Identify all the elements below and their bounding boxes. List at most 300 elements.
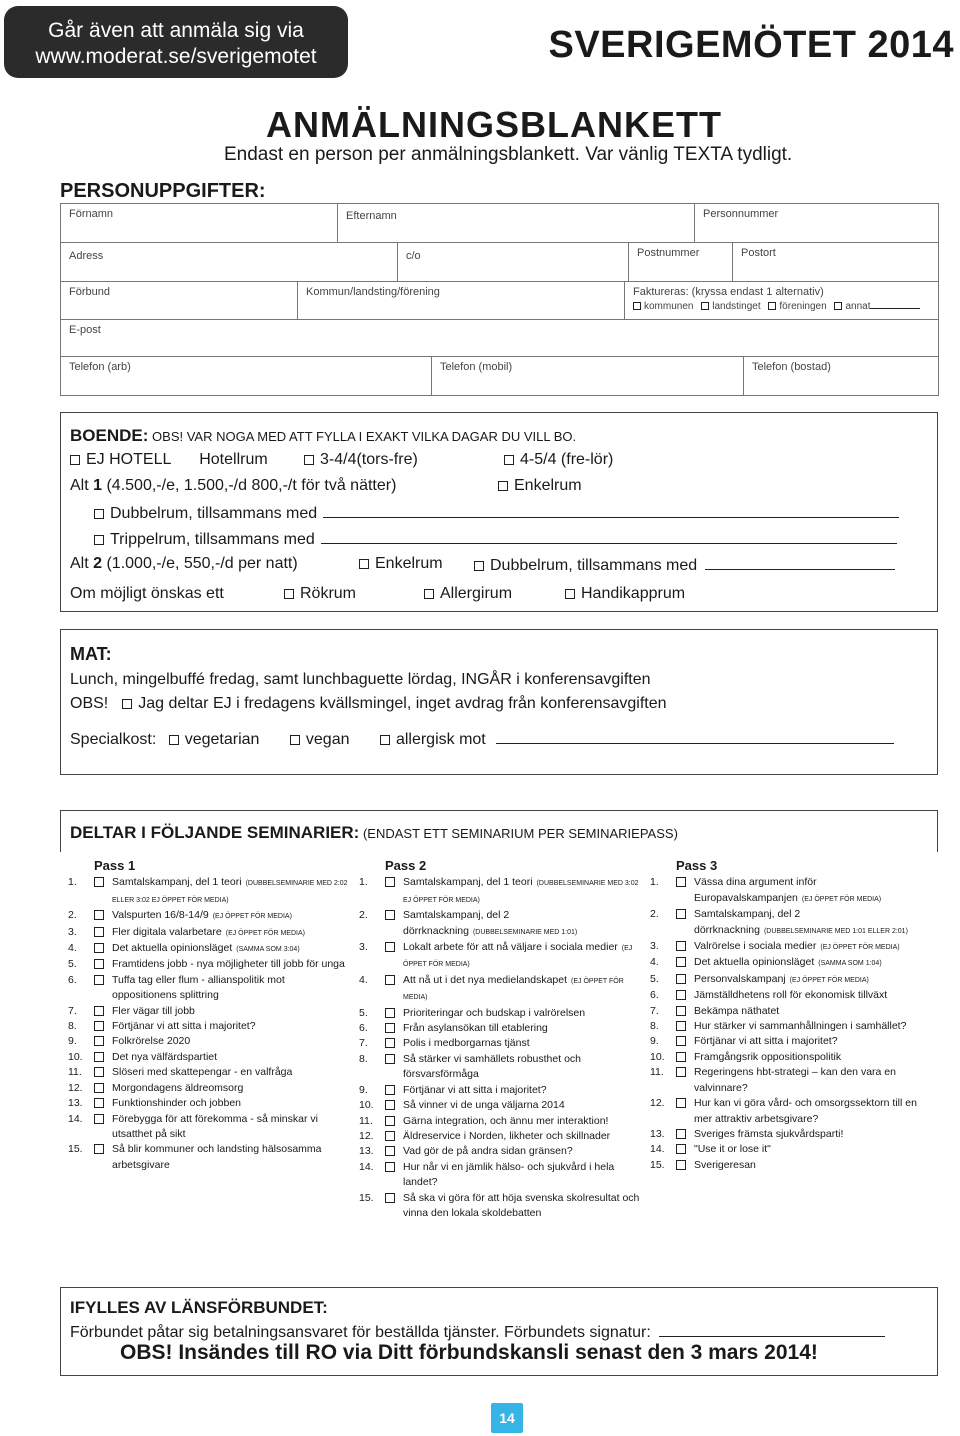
faktureras-options	[633, 300, 930, 312]
efternamn-label: Efternamn	[346, 210, 397, 222]
seminar-number: 10.	[68, 1050, 83, 1063]
seminar-item	[650, 955, 934, 971]
tel-bostad-field[interactable]	[743, 356, 939, 396]
alt2-prefix: Alt	[70, 555, 94, 572]
seminar-number: 15.	[650, 1158, 665, 1171]
seminar-title: Vässa dina argument inför Europavalskampanjen	[694, 876, 817, 904]
allergirum-option	[424, 585, 512, 603]
allergisk-label: allergisk mot	[395, 731, 486, 748]
seminar-item	[68, 1004, 350, 1019]
epost-field[interactable]	[60, 319, 939, 357]
allergirum-checkbox[interactable]	[424, 589, 434, 599]
seminar-number: 6.	[68, 973, 77, 986]
ej-mingel-label: Jag deltar EJ i fredagens kvällsmingel, inget avdrag från konferensavgiften	[138, 695, 667, 712]
pass2-list	[359, 875, 641, 1221]
seminar-item	[68, 957, 350, 972]
seminar-number: 5.	[359, 1006, 368, 1019]
seminar-title: Att nå ut i det nya medielandskapet	[403, 973, 568, 986]
seminar-checkbox[interactable]	[676, 1067, 686, 1077]
form-title: ANMÄLNINGSBLANKETT	[266, 104, 722, 145]
alt2-row	[70, 555, 298, 573]
seminar-item	[359, 1036, 641, 1051]
postort-label: Postort	[741, 247, 776, 259]
seminar-item	[650, 988, 934, 1003]
dubbelrum-line[interactable]	[323, 503, 899, 518]
seminar-title: Jämställdhetens roll för ekonomisk tillväxt	[694, 989, 888, 1002]
fornamn-label: Förnamn	[69, 208, 114, 220]
seminar-checkbox[interactable]	[385, 975, 395, 985]
seminar-note: (EJ ÖPPET FÖR MEDIA)	[403, 977, 624, 1002]
pass1-title: Pass 1	[94, 858, 136, 873]
epost-label: E-post	[69, 324, 101, 336]
seminar-note: (DUBBELSEMINARIE MED 1:01)	[472, 928, 578, 936]
dubbelrum2-checkbox[interactable]	[474, 561, 484, 571]
dates1-label: 3-4/4(tors-fre)	[320, 451, 418, 468]
seminar-checkbox[interactable]	[676, 1006, 686, 1016]
vegan-checkbox[interactable]	[290, 735, 300, 745]
trippelrum-line[interactable]	[321, 529, 897, 544]
seminar-number: 14.	[68, 1112, 83, 1125]
pass2-title: Pass 2	[385, 858, 427, 873]
signature-line[interactable]	[659, 1322, 885, 1337]
seminar-item	[359, 1129, 641, 1144]
mat-line2	[70, 695, 667, 713]
seminar-checkbox[interactable]	[94, 927, 104, 937]
postnummer-field[interactable]	[628, 242, 733, 282]
seminar-item	[68, 941, 350, 957]
seminar-item	[359, 1160, 641, 1191]
seminar-number: 5.	[650, 972, 659, 985]
efternamn-field[interactable]	[337, 203, 695, 243]
seminar-item	[650, 1050, 934, 1065]
seminar-checkbox[interactable]	[94, 1098, 104, 1108]
seminar-number: 8.	[650, 1020, 659, 1033]
trippelrum-label: Trippelrum, tillsammans med	[110, 531, 315, 548]
seminar-title: Fler digitala valarbetare	[112, 925, 222, 938]
seminar-number: 9.	[68, 1035, 77, 1048]
seminar-checkbox[interactable]	[385, 877, 395, 887]
seminar-checkbox[interactable]	[676, 1144, 686, 1154]
seminar-item	[650, 907, 934, 939]
seminar-number: 13.	[650, 1127, 665, 1140]
dates1-checkbox[interactable]	[304, 455, 314, 465]
promo-banner	[4, 6, 348, 78]
seminar-item	[359, 973, 641, 1006]
boende-row1	[70, 451, 268, 469]
handikapprum-checkbox[interactable]	[565, 589, 575, 599]
postort-field[interactable]	[732, 242, 939, 282]
seminar-number: 5.	[68, 958, 77, 971]
seminar-title: Det aktuella opinionsläget	[112, 942, 233, 955]
pass3-title: Pass 3	[676, 858, 718, 873]
rokrum-label: Rökrum	[300, 585, 357, 602]
tel-arb-label: Telefon (arb)	[69, 361, 131, 373]
trippelrum-row	[94, 529, 897, 549]
seminar-item	[68, 1096, 350, 1111]
seminar-number: 9.	[650, 1035, 659, 1048]
adress-label: Adress	[69, 250, 104, 262]
seminar-item	[650, 1019, 934, 1034]
seminar-number: 8.	[68, 1020, 77, 1033]
ej-hotell-checkbox[interactable]	[70, 455, 80, 465]
seminar-checkbox[interactable]	[385, 1023, 395, 1033]
enkelrum2-option	[359, 555, 443, 573]
seminar-checkbox[interactable]	[676, 957, 686, 967]
seminar-item	[68, 908, 350, 924]
dates2-checkbox[interactable]	[504, 455, 514, 465]
seminar-checkbox[interactable]	[94, 877, 104, 887]
personal-heading: PERSONUPPGIFTER:	[60, 180, 266, 202]
seminar-item	[359, 1052, 641, 1083]
seminar-checkbox[interactable]	[385, 1008, 395, 1018]
seminar-checkbox[interactable]	[676, 974, 686, 984]
seminar-number: 10.	[650, 1050, 665, 1063]
seminarier-header	[70, 823, 678, 843]
seminar-note: (EJ ÖPPET FÖR MEDIA)	[403, 945, 633, 969]
seminar-checkbox[interactable]	[385, 1054, 395, 1064]
option-annat: annat	[845, 301, 871, 312]
seminar-checkbox[interactable]	[385, 1131, 395, 1141]
seminar-checkbox[interactable]	[94, 1144, 104, 1154]
faktureras-label: Faktureras: (kryssa endast 1 alternativ)	[633, 286, 824, 298]
promo-line1: Går även att anmäla sig via	[48, 19, 304, 42]
seminar-number: 2.	[68, 909, 77, 922]
boende-header	[70, 426, 576, 446]
seminar-number: 1.	[68, 876, 77, 889]
dubbelrum-checkbox[interactable]	[94, 509, 104, 519]
enkelrum-checkbox[interactable]	[498, 481, 508, 491]
seminar-item	[650, 875, 934, 907]
seminar-checkbox[interactable]	[385, 1193, 395, 1203]
seminar-number: 11.	[650, 1066, 664, 1079]
seminar-title: Äldreservice i Norden, likheter och skillnader	[403, 1129, 611, 1142]
seminar-title: Hur stärker vi sammanhållningen i samhället?	[694, 1020, 907, 1033]
seminar-title: Vad gör de på andra sidan gränsen?	[403, 1145, 573, 1158]
seminar-item	[650, 972, 934, 988]
seminar-number: 7.	[650, 1004, 659, 1017]
enkelrum-label: Enkelrum	[514, 477, 582, 494]
seminar-item	[650, 1034, 934, 1049]
seminar-title: Polis i medborgarnas tjänst	[403, 1037, 530, 1050]
seminar-checkbox[interactable]	[385, 1146, 395, 1156]
seminar-number: 12.	[650, 1097, 665, 1110]
seminar-checkbox[interactable]	[94, 1067, 104, 1077]
seminar-number: 11.	[68, 1066, 82, 1079]
adress-field[interactable]	[60, 242, 398, 282]
mat-line1: Lunch, mingelbuffé fredag, samt lunchbaguette lördag, INGÅR i konferensavgiften	[70, 671, 651, 688]
lansforbund-heading: IFYLLES AV LÄNSFÖRBUNDET:	[70, 1298, 328, 1317]
seminar-item	[68, 1112, 350, 1143]
forbund-field[interactable]	[60, 281, 298, 320]
seminar-title: Valrörelse i sociala medier	[694, 940, 817, 953]
seminar-note: (DUBBELSEMINARIE MED 3:02 EJ ÖPPET FÖR MEDIA)	[403, 880, 639, 904]
seminar-note: (SAMMA SOM 1:04)	[818, 960, 882, 968]
foreningen-checkbox[interactable]	[768, 302, 776, 310]
promo-url[interactable]: www.moderat.se/sverigemotet	[35, 45, 317, 68]
seminar-note: (EJ ÖPPET FÖR MEDIA)	[225, 929, 305, 937]
seminar-title: Framgångsrik oppositionspolitik	[694, 1050, 842, 1063]
seminar-number: 15.	[359, 1191, 374, 1204]
page-number: 14	[491, 1403, 523, 1433]
seminar-item	[68, 1034, 350, 1049]
seminar-item	[68, 1019, 350, 1034]
annat-checkbox[interactable]	[834, 302, 842, 310]
alt1-text: (4.500,-/e, 1.500,-/d 800,-/t för två nätter)	[102, 477, 397, 494]
alt1-prefix: Alt	[70, 477, 94, 494]
seminar-item	[68, 1065, 350, 1080]
seminar-checkbox[interactable]	[94, 1036, 104, 1046]
dates2-option	[504, 451, 613, 469]
seminar-checkbox[interactable]	[676, 1021, 686, 1031]
option-landstinget: landstinget	[712, 301, 761, 312]
seminar-item	[650, 1004, 934, 1019]
seminar-title: Regeringens hbt-strategi – kan den vara en valvinnare?	[694, 1066, 896, 1094]
seminar-title: Förtjänar vi att sitta i majoritet?	[112, 1020, 256, 1033]
seminar-number: 1.	[359, 876, 368, 889]
seminar-title: Det aktuella opinionsläget	[694, 956, 815, 969]
kommunen-checkbox[interactable]	[633, 302, 641, 310]
seminar-checkbox[interactable]	[385, 1100, 395, 1110]
seminar-number: 3.	[650, 940, 659, 953]
pass3-column	[650, 858, 934, 1173]
kommun-field[interactable]	[297, 281, 625, 320]
option-foreningen: föreningen	[779, 301, 827, 312]
seminar-number: 3.	[359, 941, 368, 954]
seminar-checkbox[interactable]	[385, 942, 395, 952]
seminar-item	[359, 1021, 641, 1036]
seminar-number: 3.	[68, 925, 77, 938]
seminar-number: 13.	[68, 1097, 83, 1110]
option-kommunen: kommunen	[644, 301, 694, 312]
seminar-checkbox[interactable]	[676, 1052, 686, 1062]
seminar-title: Hur når vi en jämlik hälso- och sjukvård i hela landet?	[403, 1160, 615, 1189]
seminar-title: "Use it or lose it"	[694, 1143, 771, 1156]
seminar-title: Så ska vi göra för att höja svenska skolresultat och vinna den lokala skoldebatten	[403, 1191, 640, 1219]
seminar-title: Samtalskampanj, del 2 dörrknackning	[403, 909, 510, 937]
alt1-num: 1	[93, 477, 103, 494]
seminar-title: Hur kan vi göra vård- och omsorgssektorn till en mer attraktiv arbetsgivare?	[694, 1097, 917, 1125]
enkelrum2-checkbox[interactable]	[359, 559, 369, 569]
seminar-title: Så blir kommuner och landsting hälsosamma arbetsgivare	[112, 1143, 322, 1171]
seminar-title: Folkrörelse 2020	[112, 1035, 191, 1048]
seminarier-heading: DELTAR I FÖLJANDE SEMINARIER:	[70, 823, 360, 842]
postnummer-label: Postnummer	[637, 247, 700, 259]
allergirum-label: Allergirum	[440, 585, 513, 602]
seminar-checkbox[interactable]	[94, 1114, 104, 1124]
seminar-checkbox[interactable]	[676, 877, 686, 887]
seminar-item	[68, 1081, 350, 1096]
seminar-title: Tuffa tag eller flum - allianspolitik mot oppositionens splittring	[112, 973, 285, 1002]
seminar-title: Gärna integration, och ännu mer interaktion!	[403, 1114, 609, 1127]
seminar-checkbox[interactable]	[676, 1036, 686, 1046]
mat-heading: MAT:	[70, 644, 112, 664]
seminar-number: 10.	[359, 1099, 374, 1112]
seminar-number: 8.	[359, 1052, 368, 1065]
seminar-checkbox[interactable]	[94, 975, 104, 985]
seminar-number: 14.	[650, 1143, 665, 1156]
dates1-option	[304, 451, 418, 469]
seminar-number: 4.	[650, 956, 659, 969]
seminar-note: (EJ ÖPPET FÖR MEDIA)	[820, 944, 900, 952]
alt2-text: (1.000,-/e, 550,-/d per natt)	[102, 555, 298, 572]
rokrum-checkbox[interactable]	[284, 589, 294, 599]
seminar-title: Personvalskampanj	[694, 972, 786, 985]
seminar-checkbox[interactable]	[385, 1162, 395, 1172]
landstinget-checkbox[interactable]	[701, 302, 709, 310]
specialkost-row	[70, 729, 894, 749]
seminar-checkbox[interactable]	[676, 1160, 686, 1170]
seminar-item	[68, 875, 350, 908]
seminar-title: Det nya välfärdspartiet	[112, 1050, 218, 1063]
seminar-title: Så stärker vi samhällets robusthet och försvarsförmåga	[403, 1052, 581, 1081]
seminar-checkbox[interactable]	[94, 1006, 104, 1016]
seminar-item	[650, 939, 934, 955]
tel-bostad-label: Telefon (bostad)	[752, 361, 831, 373]
co-label: c/o	[406, 250, 421, 262]
seminar-item	[68, 925, 350, 941]
seminar-checkbox[interactable]	[676, 1129, 686, 1139]
dubbelrum-label: Dubbelrum, tillsammans med	[110, 505, 318, 522]
event-title: SVERIGEMÖTET 2014	[548, 24, 954, 66]
personnummer-label: Personnummer	[703, 208, 779, 220]
seminar-item	[650, 1142, 934, 1157]
seminar-title: Slöseri med skattepengar - en valfråga	[112, 1066, 293, 1079]
seminar-number: 15.	[68, 1143, 83, 1156]
lansforbund-text-row	[70, 1322, 885, 1342]
tel-mobil-label: Telefon (mobil)	[440, 361, 513, 373]
seminar-item	[650, 1158, 934, 1173]
seminar-title: Sveriges främsta sjukvårdsparti!	[694, 1127, 844, 1140]
seminar-title: Samtalskampanj, del 2 dörrknackning	[694, 908, 801, 936]
kommun-label: Kommun/landsting/förening	[306, 286, 440, 298]
dubbelrum2-line[interactable]	[705, 555, 895, 570]
boende-note: OBS! VAR NOGA MED ATT FYLLA I EXAKT VILKA DAGAR DU VILL BO.	[152, 429, 577, 444]
seminar-checkbox[interactable]	[94, 943, 104, 953]
dubbelrum2-option	[474, 555, 895, 575]
enkelrum-option	[498, 477, 582, 495]
seminar-number: 2.	[650, 908, 659, 921]
seminar-checkbox[interactable]	[94, 1021, 104, 1031]
seminar-note: (SAMMA SOM 3:04)	[236, 946, 300, 954]
seminar-title: Samtalskampanj, del 1 teori	[403, 876, 533, 889]
seminar-item	[68, 1142, 350, 1173]
specialkost-label: Specialkost:	[70, 731, 157, 748]
vegan-label: vegan	[305, 731, 350, 748]
trippelrum-checkbox[interactable]	[94, 535, 104, 545]
seminar-number: 12.	[359, 1129, 374, 1142]
pass1-column	[68, 858, 350, 1173]
dates2-label: 4-5/4 (fre-lör)	[520, 451, 614, 468]
ej-hotell-label: EJ HOTELL	[86, 451, 171, 468]
ej-mingel-checkbox[interactable]	[122, 699, 132, 709]
seminar-number: 4.	[359, 973, 368, 986]
seminar-checkbox[interactable]	[94, 1052, 104, 1062]
seminar-title: Morgondagens äldreomsorg	[112, 1081, 244, 1094]
lansforbund-text: Förbundet påtar sig betalningsansvaret för beställda tjänster. Förbundets signatur:	[70, 1324, 651, 1341]
seminar-title: Samtalskampanj, del 1 teori	[112, 876, 242, 889]
seminar-number: 7.	[359, 1037, 368, 1050]
seminar-item	[359, 940, 641, 973]
seminar-number: 12.	[68, 1081, 83, 1094]
seminar-item	[68, 973, 350, 1004]
pass1-list	[68, 875, 350, 1173]
seminar-item	[359, 1083, 641, 1098]
mat-obs: OBS!	[70, 695, 109, 712]
personnummer-field[interactable]	[694, 203, 939, 243]
seminar-item	[359, 1191, 641, 1222]
seminar-number: 2.	[359, 909, 368, 922]
seminar-checkbox[interactable]	[94, 959, 104, 969]
seminar-checkbox[interactable]	[676, 941, 686, 951]
seminar-title: Valspurten 16/8-14/9	[112, 909, 209, 922]
seminar-title: Bekämpa näthatet	[694, 1004, 780, 1017]
seminar-number: 13.	[359, 1145, 374, 1158]
annat-line[interactable]	[870, 300, 920, 309]
pass3-list	[650, 875, 934, 1173]
seminar-checkbox[interactable]	[385, 1116, 395, 1126]
onskas-label: Om möjligt önskas ett	[70, 585, 224, 602]
vegetarian-label: vegetarian	[184, 731, 260, 748]
seminar-checkbox[interactable]	[676, 909, 686, 919]
seminar-title: Förebygga för att förekomma - så minskar vi utsatthet på sikt	[112, 1112, 318, 1140]
allergisk-line[interactable]	[496, 729, 894, 744]
seminar-item	[359, 1006, 641, 1021]
seminar-number: 1.	[650, 876, 659, 889]
vegetarian-checkbox[interactable]	[169, 735, 179, 745]
fornamn-field[interactable]	[60, 203, 338, 243]
allergisk-checkbox[interactable]	[380, 735, 390, 745]
seminar-item	[359, 1144, 641, 1159]
dubbelrum2-label: Dubbelrum, tillsammans med	[490, 557, 698, 574]
seminar-title: Förtjänar vi att sitta i majoritet?	[403, 1083, 547, 1096]
seminar-note: (DUBBELSEMINARIE MED 1:01 ELLER 2:01)	[763, 927, 908, 935]
seminar-title: Fler vägar till jobb	[112, 1004, 195, 1017]
seminar-title: Sverigeresan	[694, 1158, 756, 1171]
seminar-number: 14.	[359, 1160, 374, 1173]
pass2-column	[359, 858, 641, 1221]
seminar-checkbox[interactable]	[676, 1098, 686, 1108]
tel-mobil-field[interactable]	[431, 356, 744, 396]
enkelrum2-label: Enkelrum	[375, 555, 443, 572]
handikapprum-option	[565, 585, 685, 603]
seminar-checkbox[interactable]	[385, 1085, 395, 1095]
co-field[interactable]	[397, 242, 629, 282]
seminar-checkbox[interactable]	[94, 910, 104, 920]
seminar-note: (EJ ÖPPET FÖR MEDIA)	[212, 913, 292, 921]
seminar-item	[650, 1065, 934, 1096]
seminar-number: 11.	[359, 1114, 373, 1127]
seminar-item	[68, 1050, 350, 1065]
seminar-checkbox[interactable]	[385, 910, 395, 920]
seminar-title: Så vinner vi de unga väljarna 2014	[403, 1099, 565, 1112]
seminar-note: (DUBBELSEMINARIE MED 2:02 ELLER 3:02 EJ ÖPPET FÖR MEDIA)	[112, 880, 348, 904]
seminar-number: 6.	[359, 1022, 368, 1035]
seminar-checkbox[interactable]	[676, 990, 686, 1000]
dubbelrum-row	[94, 503, 899, 523]
seminar-checkbox[interactable]	[94, 1083, 104, 1093]
seminar-number: 9.	[359, 1083, 368, 1096]
forbund-label: Förbund	[69, 286, 110, 298]
seminar-checkbox[interactable]	[385, 1038, 395, 1048]
boende-heading: BOENDE:	[70, 426, 149, 445]
seminar-item	[359, 1114, 641, 1129]
tel-arb-field[interactable]	[60, 356, 432, 396]
seminar-title: Funktionshinder och jobben	[112, 1097, 242, 1110]
handikapprum-label: Handikapprum	[581, 585, 686, 602]
faktureras-field	[624, 281, 939, 320]
rokrum-option	[284, 585, 356, 603]
deadline-note: OBS! Insändes till RO via Ditt förbundskansli senast den 3 mars 2014!	[120, 1341, 818, 1364]
